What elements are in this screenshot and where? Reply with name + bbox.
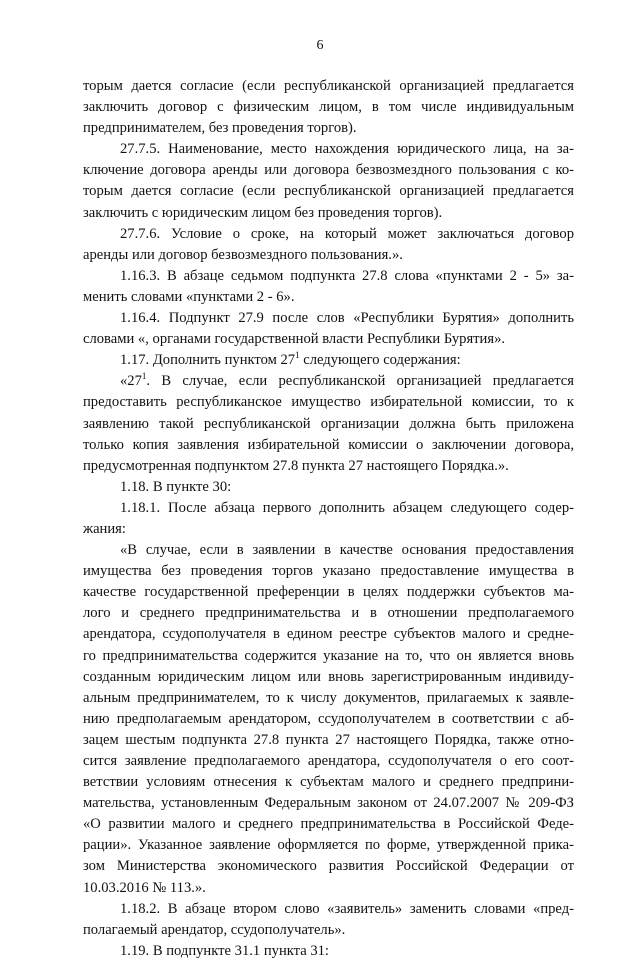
text-line — [83, 540, 574, 561]
text-line — [83, 941, 574, 962]
line-text: сится заявление предполагаемого арендатора, ссудополучателя о его соот- — [83, 753, 574, 769]
line-text: зацем шестым подпункта 27.8 пункта 27 настоящего Порядка, также отно- — [83, 731, 574, 748]
text-line — [83, 751, 574, 772]
text-line — [83, 856, 574, 877]
text-line — [83, 878, 574, 899]
line-text: ключение договора аренды или договора безвозмездного пользования с ко- — [83, 162, 574, 179]
text-line — [83, 97, 574, 118]
line-text: полагаемый арендатор, ссудополучатель». — [83, 921, 346, 938]
text-line — [83, 793, 574, 814]
text-line — [83, 519, 574, 540]
line-text-continued: следующего содержания: — [299, 352, 461, 369]
text-line — [83, 646, 574, 667]
line-text: 1.17. Дополнить пунктом 27 — [120, 352, 296, 369]
text-line — [83, 772, 574, 793]
text-line — [83, 414, 574, 435]
text-line — [83, 203, 574, 224]
line-text: 1.16.3. В абзаце седьмом подпункта 27.8 слова «пунктами 2 - 5» за- — [120, 267, 574, 284]
line-text-continued: . В случае, если республиканской организацией предлагается — [146, 373, 574, 390]
line-text: зом Министерства экономического развития Российской Федерации от — [83, 858, 574, 875]
text-line — [83, 709, 574, 730]
line-text: созданным юридическим лицом или вновь зарегистрированным индивиду- — [83, 668, 574, 685]
line-text: предусмотренная подпунктом 27.8 пункта 27 настоящего Порядка.». — [83, 457, 509, 474]
line-text: «27 — [120, 373, 142, 390]
line-text: имущества без проведения торгов указано предоставление имущества в — [83, 563, 574, 580]
line-text: только копия заявления избирательной комиссии о заключении договора, — [83, 436, 574, 453]
text-line — [83, 287, 574, 308]
text-line — [83, 139, 574, 160]
line-text: рации». Указанное заявление оформляется по форме, утвержденной прика- — [83, 837, 574, 854]
text-line — [83, 498, 574, 519]
text-line — [83, 329, 574, 350]
superscript: 1 — [141, 371, 147, 382]
line-text: заявлению такой республиканской организации должна быть приложена — [83, 415, 574, 432]
text-line — [83, 266, 574, 287]
text-line — [83, 730, 574, 751]
text-line — [83, 835, 574, 856]
text-line — [83, 603, 574, 624]
line-text: лого и среднего предпринимательства и в отношении предполагаемого — [83, 605, 574, 622]
text-line — [83, 920, 574, 941]
line-text: 1.18.1. После абзаца первого дополнить абзацем следующего содер- — [120, 499, 574, 516]
text-line — [83, 371, 574, 392]
text-line — [83, 899, 574, 920]
line-text: «О развитии малого и среднего предпринимательства в Российской Феде- — [83, 816, 574, 833]
line-text: качестве государственной преференции в целях поддержки субъектов ма- — [83, 584, 574, 601]
text-line — [83, 76, 574, 97]
line-text: 27.7.6. Условие о сроке, на который может заключаться договор — [120, 225, 574, 242]
line-text: 1.16.4. Подпункт 27.9 после слов «Республики Бурятия» дополнить — [120, 310, 574, 327]
line-text: заключить договор с физическим лицом, в том числе индивидуальным — [83, 99, 574, 116]
text-line — [83, 582, 574, 603]
line-text: жания: — [83, 520, 126, 537]
line-text: арендатора, ссудополучателя в едином реестре субъектов малого и средне- — [83, 626, 574, 643]
text-line — [83, 245, 574, 266]
text-line — [83, 456, 574, 477]
text-line — [83, 624, 574, 645]
text-line — [83, 561, 574, 582]
line-text: 27.7.5. Наименование, место нахождения юридического лица, на за- — [120, 141, 574, 158]
line-text: ветствии условиям отнесения к субъектам малого и среднего предприни- — [83, 774, 574, 791]
line-text: 1.18. В пункте 30: — [120, 478, 232, 495]
text-line — [83, 118, 574, 139]
line-text: го предпринимательства содержится указание на то, что он является вновь — [83, 647, 574, 664]
line-text: торым дается согласие (если республиканской организацией предлагается — [83, 183, 574, 200]
line-text: словами «, органами государственной власти Республики Бурятия». — [83, 331, 506, 348]
line-text: нию предполагаемым арендатором, ссудополучателем в соответствии с аб- — [83, 710, 574, 727]
text-line — [83, 350, 574, 371]
text-line — [83, 224, 574, 245]
superscript: 1 — [295, 350, 300, 361]
line-text: аренды или договор безвозмездного пользования.». — [83, 246, 403, 263]
line-text: альным предпринимателем, то к числу документов, прилагаемых к заявле- — [83, 689, 574, 706]
line-text: 1.18.2. В абзаце втором слово «заявитель» заменить словами «пред- — [120, 900, 574, 917]
text-line — [83, 181, 574, 202]
document-body — [83, 76, 574, 962]
page-number: 6 — [316, 38, 324, 53]
line-text: «В случае, если в заявлении в качестве основания предоставления — [120, 542, 574, 559]
line-text: 1.19. В подпункте 31.1 пункта 31: — [120, 942, 329, 959]
text-line — [83, 308, 574, 329]
text-line — [83, 667, 574, 688]
text-line — [83, 814, 574, 835]
line-text: мательства, установленным Федеральным законом от 24.07.2007 № 209-ФЗ — [83, 795, 574, 812]
line-text: заключить с юридическим лицом без проведения торгов). — [83, 204, 443, 221]
line-text: предпринимателем, без проведения торгов). — [83, 120, 357, 137]
text-line — [83, 435, 574, 456]
text-line — [83, 477, 574, 498]
line-text: 10.03.2016 № 113.». — [83, 879, 206, 896]
text-line — [83, 392, 574, 413]
text-line — [83, 160, 574, 181]
text-line — [83, 688, 574, 709]
line-text: менить словами «пунктами 2 - 6». — [83, 288, 295, 305]
line-text: торым дается согласие (если республиканской организацией предлагается — [83, 78, 574, 94]
line-text: предоставить республиканское имущество избирательной комиссии, то к — [83, 394, 574, 411]
